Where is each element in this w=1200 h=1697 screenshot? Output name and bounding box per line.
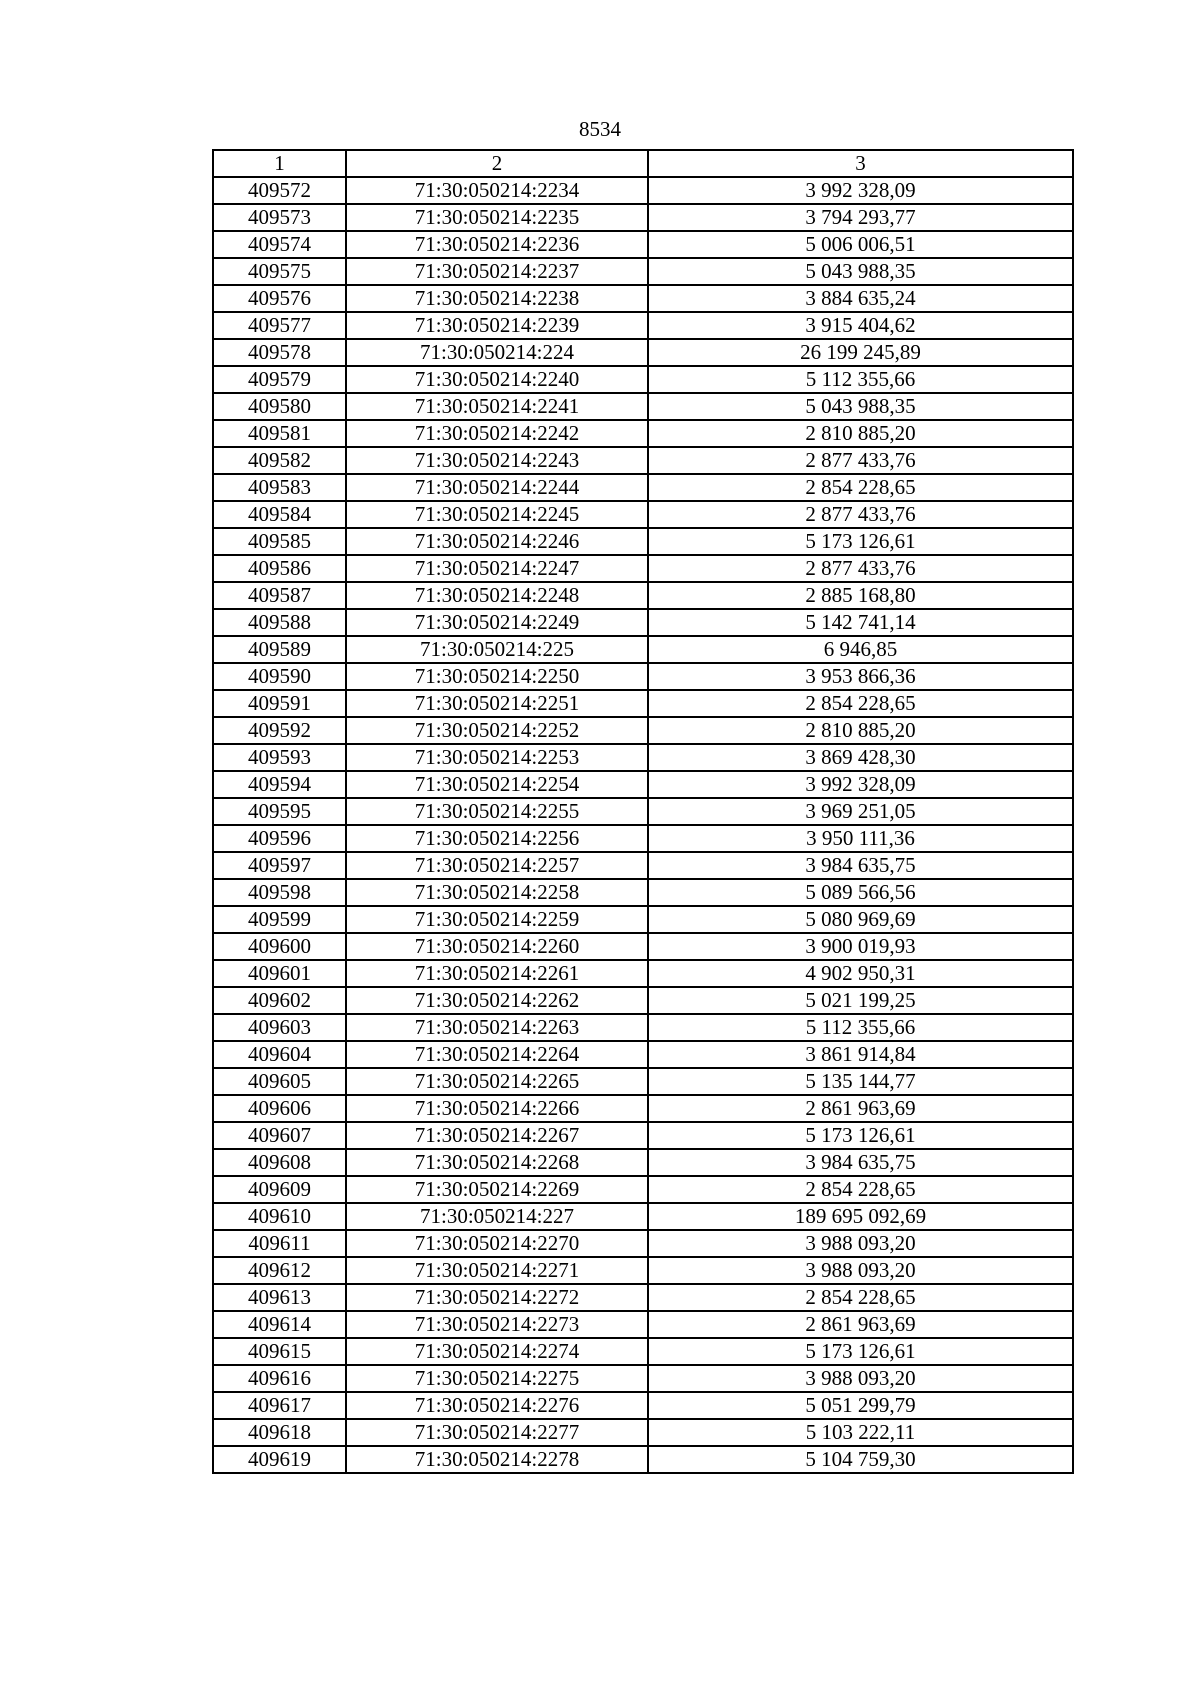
cadastral-number-cell: 71:30:050214:2251 — [346, 690, 648, 717]
row-number-cell: 409576 — [213, 285, 346, 312]
table-row — [213, 555, 1073, 582]
cadastral-number-cell: 71:30:050214:2236 — [346, 231, 648, 258]
table-row — [213, 636, 1073, 663]
table-row — [213, 420, 1073, 447]
cadastral-number-cell: 71:30:050214:2254 — [346, 771, 648, 798]
table-row — [213, 528, 1073, 555]
cadastral-number-cell: 71:30:050214:2237 — [346, 258, 648, 285]
table-row — [213, 1257, 1073, 1284]
value-cell: 2 810 885,20 — [648, 420, 1073, 447]
table-header-row — [213, 150, 1073, 177]
row-number-cell: 409579 — [213, 366, 346, 393]
table-row — [213, 744, 1073, 771]
value-cell: 3 915 404,62 — [648, 312, 1073, 339]
header-cell-value: 3 — [648, 150, 1073, 177]
row-number-cell: 409608 — [213, 1149, 346, 1176]
table-row — [213, 1230, 1073, 1257]
value-cell: 6 946,85 — [648, 636, 1073, 663]
value-cell: 5 135 144,77 — [648, 1068, 1073, 1095]
cadastral-number-cell: 71:30:050214:2273 — [346, 1311, 648, 1338]
table-row — [213, 1176, 1073, 1203]
cadastral-number-cell: 71:30:050214:2278 — [346, 1446, 648, 1473]
cadastral-number-cell: 71:30:050214:2246 — [346, 528, 648, 555]
row-number-cell: 409615 — [213, 1338, 346, 1365]
value-cell: 5 021 199,25 — [648, 987, 1073, 1014]
row-number-cell: 409583 — [213, 474, 346, 501]
table-row — [213, 906, 1073, 933]
value-cell: 5 173 126,61 — [648, 1122, 1073, 1149]
value-cell: 3 794 293,77 — [648, 204, 1073, 231]
cadastral-number-cell: 71:30:050214:227 — [346, 1203, 648, 1230]
row-number-cell: 409588 — [213, 609, 346, 636]
row-number-cell: 409577 — [213, 312, 346, 339]
row-number-cell: 409602 — [213, 987, 346, 1014]
row-number-cell: 409580 — [213, 393, 346, 420]
cadastral-number-cell: 71:30:050214:2249 — [346, 609, 648, 636]
row-number-cell: 409596 — [213, 825, 346, 852]
row-number-cell: 409595 — [213, 798, 346, 825]
value-cell: 5 142 741,14 — [648, 609, 1073, 636]
table-row — [213, 1014, 1073, 1041]
table-row — [213, 1392, 1073, 1419]
table-row — [213, 1068, 1073, 1095]
cadastral-number-cell: 71:30:050214:2257 — [346, 852, 648, 879]
header-cell-number: 1 — [213, 150, 346, 177]
value-cell: 5 089 566,56 — [648, 879, 1073, 906]
table-row — [213, 960, 1073, 987]
value-cell: 2 854 228,65 — [648, 1284, 1073, 1311]
cadastral-number-cell: 71:30:050214:2239 — [346, 312, 648, 339]
row-number-cell: 409572 — [213, 177, 346, 204]
cadastral-number-cell: 71:30:050214:2264 — [346, 1041, 648, 1068]
value-cell: 5 006 006,51 — [648, 231, 1073, 258]
row-number-cell: 409617 — [213, 1392, 346, 1419]
value-cell: 2 854 228,65 — [648, 1176, 1073, 1203]
value-cell: 3 992 328,09 — [648, 771, 1073, 798]
value-cell: 2 810 885,20 — [648, 717, 1073, 744]
row-number-cell: 409589 — [213, 636, 346, 663]
table-row — [213, 285, 1073, 312]
value-cell: 2 877 433,76 — [648, 555, 1073, 582]
row-number-cell: 409600 — [213, 933, 346, 960]
value-cell: 3 984 635,75 — [648, 1149, 1073, 1176]
cadastral-number-cell: 71:30:050214:2259 — [346, 906, 648, 933]
cadastral-number-cell: 71:30:050214:2248 — [346, 582, 648, 609]
cadastral-number-cell: 71:30:050214:2258 — [346, 879, 648, 906]
value-cell: 5 103 222,11 — [648, 1419, 1073, 1446]
table-row — [213, 474, 1073, 501]
table-row — [213, 339, 1073, 366]
table-row — [213, 987, 1073, 1014]
row-number-cell: 409573 — [213, 204, 346, 231]
value-cell: 3 984 635,75 — [648, 852, 1073, 879]
row-number-cell: 409597 — [213, 852, 346, 879]
value-cell: 5 043 988,35 — [648, 258, 1073, 285]
value-cell: 3 988 093,20 — [648, 1230, 1073, 1257]
cadastral-number-cell: 71:30:050214:2265 — [346, 1068, 648, 1095]
row-number-cell: 409587 — [213, 582, 346, 609]
table-row — [213, 1203, 1073, 1230]
table-row — [213, 933, 1073, 960]
value-cell: 3 988 093,20 — [648, 1257, 1073, 1284]
table-row — [213, 1095, 1073, 1122]
table-row — [213, 825, 1073, 852]
cadastral-number-cell: 71:30:050214:2250 — [346, 663, 648, 690]
table-row — [213, 366, 1073, 393]
cadastral-number-cell: 71:30:050214:2242 — [346, 420, 648, 447]
table-row — [213, 1365, 1073, 1392]
row-number-cell: 409613 — [213, 1284, 346, 1311]
cadastral-number-cell: 71:30:050214:2268 — [346, 1149, 648, 1176]
value-cell: 2 861 963,69 — [648, 1095, 1073, 1122]
table-row — [213, 1338, 1073, 1365]
row-number-cell: 409607 — [213, 1122, 346, 1149]
cadastral-number-cell: 71:30:050214:2253 — [346, 744, 648, 771]
row-number-cell: 409618 — [213, 1419, 346, 1446]
table-row — [213, 582, 1073, 609]
cadastral-number-cell: 71:30:050214:2252 — [346, 717, 648, 744]
value-cell: 5 173 126,61 — [648, 1338, 1073, 1365]
cadastral-number-cell: 71:30:050214:2245 — [346, 501, 648, 528]
row-number-cell: 409599 — [213, 906, 346, 933]
row-number-cell: 409609 — [213, 1176, 346, 1203]
table-row — [213, 1419, 1073, 1446]
cadastral-number-cell: 71:30:050214:225 — [346, 636, 648, 663]
value-cell: 5 080 969,69 — [648, 906, 1073, 933]
value-cell: 3 988 093,20 — [648, 1365, 1073, 1392]
value-cell: 3 950 111,36 — [648, 825, 1073, 852]
table-row — [213, 1122, 1073, 1149]
row-number-cell: 409610 — [213, 1203, 346, 1230]
row-number-cell: 409606 — [213, 1095, 346, 1122]
row-number-cell: 409601 — [213, 960, 346, 987]
row-number-cell: 409574 — [213, 231, 346, 258]
table-row — [213, 771, 1073, 798]
value-cell: 2 885 168,80 — [648, 582, 1073, 609]
table-row — [213, 204, 1073, 231]
table-row — [213, 1041, 1073, 1068]
cadastral-number-cell: 71:30:050214:2274 — [346, 1338, 648, 1365]
table-row — [213, 1284, 1073, 1311]
table-row — [213, 1311, 1073, 1338]
value-cell: 5 112 355,66 — [648, 366, 1073, 393]
table-row — [213, 717, 1073, 744]
cadastral-number-cell: 71:30:050214:2272 — [346, 1284, 648, 1311]
row-number-cell: 409584 — [213, 501, 346, 528]
row-number-cell: 409598 — [213, 879, 346, 906]
value-cell: 5 112 355,66 — [648, 1014, 1073, 1041]
table-row — [213, 501, 1073, 528]
cadastral-number-cell: 71:30:050214:2256 — [346, 825, 648, 852]
cadastral-number-cell: 71:30:050214:2234 — [346, 177, 648, 204]
value-cell: 3 869 428,30 — [648, 744, 1073, 771]
cadastral-number-cell: 71:30:050214:2263 — [346, 1014, 648, 1041]
value-cell: 2 877 433,76 — [648, 447, 1073, 474]
cadastral-value-table — [212, 149, 1074, 1474]
cadastral-number-cell: 71:30:050214:2269 — [346, 1176, 648, 1203]
row-number-cell: 409581 — [213, 420, 346, 447]
cadastral-number-cell: 71:30:050214:2277 — [346, 1419, 648, 1446]
value-cell: 2 854 228,65 — [648, 474, 1073, 501]
table-row — [213, 177, 1073, 204]
row-number-cell: 409611 — [213, 1230, 346, 1257]
value-cell: 2 854 228,65 — [648, 690, 1073, 717]
value-cell: 3 900 019,93 — [648, 933, 1073, 960]
row-number-cell: 409605 — [213, 1068, 346, 1095]
value-cell: 189 695 092,69 — [648, 1203, 1073, 1230]
row-number-cell: 409594 — [213, 771, 346, 798]
table-row — [213, 393, 1073, 420]
cadastral-number-cell: 71:30:050214:2241 — [346, 393, 648, 420]
row-number-cell: 409590 — [213, 663, 346, 690]
row-number-cell: 409616 — [213, 1365, 346, 1392]
row-number-cell: 409582 — [213, 447, 346, 474]
cadastral-number-cell: 71:30:050214:2238 — [346, 285, 648, 312]
cadastral-number-cell: 71:30:050214:2267 — [346, 1122, 648, 1149]
table-row — [213, 690, 1073, 717]
value-cell: 2 877 433,76 — [648, 501, 1073, 528]
row-number-cell: 409585 — [213, 528, 346, 555]
table-row — [213, 879, 1073, 906]
page-number: 8534 — [579, 117, 621, 141]
table-row — [213, 312, 1073, 339]
value-cell: 3 969 251,05 — [648, 798, 1073, 825]
value-cell: 26 199 245,89 — [648, 339, 1073, 366]
cadastral-number-cell: 71:30:050214:2261 — [346, 960, 648, 987]
row-number-cell: 409614 — [213, 1311, 346, 1338]
cadastral-number-cell: 71:30:050214:2244 — [346, 474, 648, 501]
row-number-cell: 409593 — [213, 744, 346, 771]
row-number-cell: 409591 — [213, 690, 346, 717]
row-number-cell: 409612 — [213, 1257, 346, 1284]
row-number-cell: 409603 — [213, 1014, 346, 1041]
value-cell: 3 861 914,84 — [648, 1041, 1073, 1068]
value-cell: 5 051 299,79 — [648, 1392, 1073, 1419]
cadastral-number-cell: 71:30:050214:224 — [346, 339, 648, 366]
value-cell: 5 104 759,30 — [648, 1446, 1073, 1473]
cadastral-number-cell: 71:30:050214:2255 — [346, 798, 648, 825]
row-number-cell: 409592 — [213, 717, 346, 744]
cadastral-number-cell: 71:30:050214:2260 — [346, 933, 648, 960]
cadastral-number-cell: 71:30:050214:2262 — [346, 987, 648, 1014]
value-cell: 5 173 126,61 — [648, 528, 1073, 555]
table-row — [213, 1446, 1073, 1473]
row-number-cell: 409619 — [213, 1446, 346, 1473]
value-cell: 3 992 328,09 — [648, 177, 1073, 204]
cadastral-number-cell: 71:30:050214:2235 — [346, 204, 648, 231]
cadastral-number-cell: 71:30:050214:2275 — [346, 1365, 648, 1392]
cadastral-number-cell: 71:30:050214:2270 — [346, 1230, 648, 1257]
cadastral-number-cell: 71:30:050214:2243 — [346, 447, 648, 474]
cadastral-number-cell: 71:30:050214:2276 — [346, 1392, 648, 1419]
table-row — [213, 1149, 1073, 1176]
value-cell: 2 861 963,69 — [648, 1311, 1073, 1338]
row-number-cell: 409586 — [213, 555, 346, 582]
cadastral-number-cell: 71:30:050214:2271 — [346, 1257, 648, 1284]
table-row — [213, 447, 1073, 474]
table-row — [213, 258, 1073, 285]
cadastral-number-cell: 71:30:050214:2266 — [346, 1095, 648, 1122]
table-row — [213, 609, 1073, 636]
value-cell: 5 043 988,35 — [648, 393, 1073, 420]
table-row — [213, 663, 1073, 690]
value-cell: 3 953 866,36 — [648, 663, 1073, 690]
table-row — [213, 852, 1073, 879]
row-number-cell: 409604 — [213, 1041, 346, 1068]
row-number-cell: 409578 — [213, 339, 346, 366]
value-cell: 3 884 635,24 — [648, 285, 1073, 312]
table-row — [213, 231, 1073, 258]
cadastral-number-cell: 71:30:050214:2247 — [346, 555, 648, 582]
value-cell: 4 902 950,31 — [648, 960, 1073, 987]
cadastral-number-cell: 71:30:050214:2240 — [346, 366, 648, 393]
row-number-cell: 409575 — [213, 258, 346, 285]
table-body — [213, 150, 1073, 1473]
header-cell-cadastral-number: 2 — [346, 150, 648, 177]
table-row — [213, 798, 1073, 825]
